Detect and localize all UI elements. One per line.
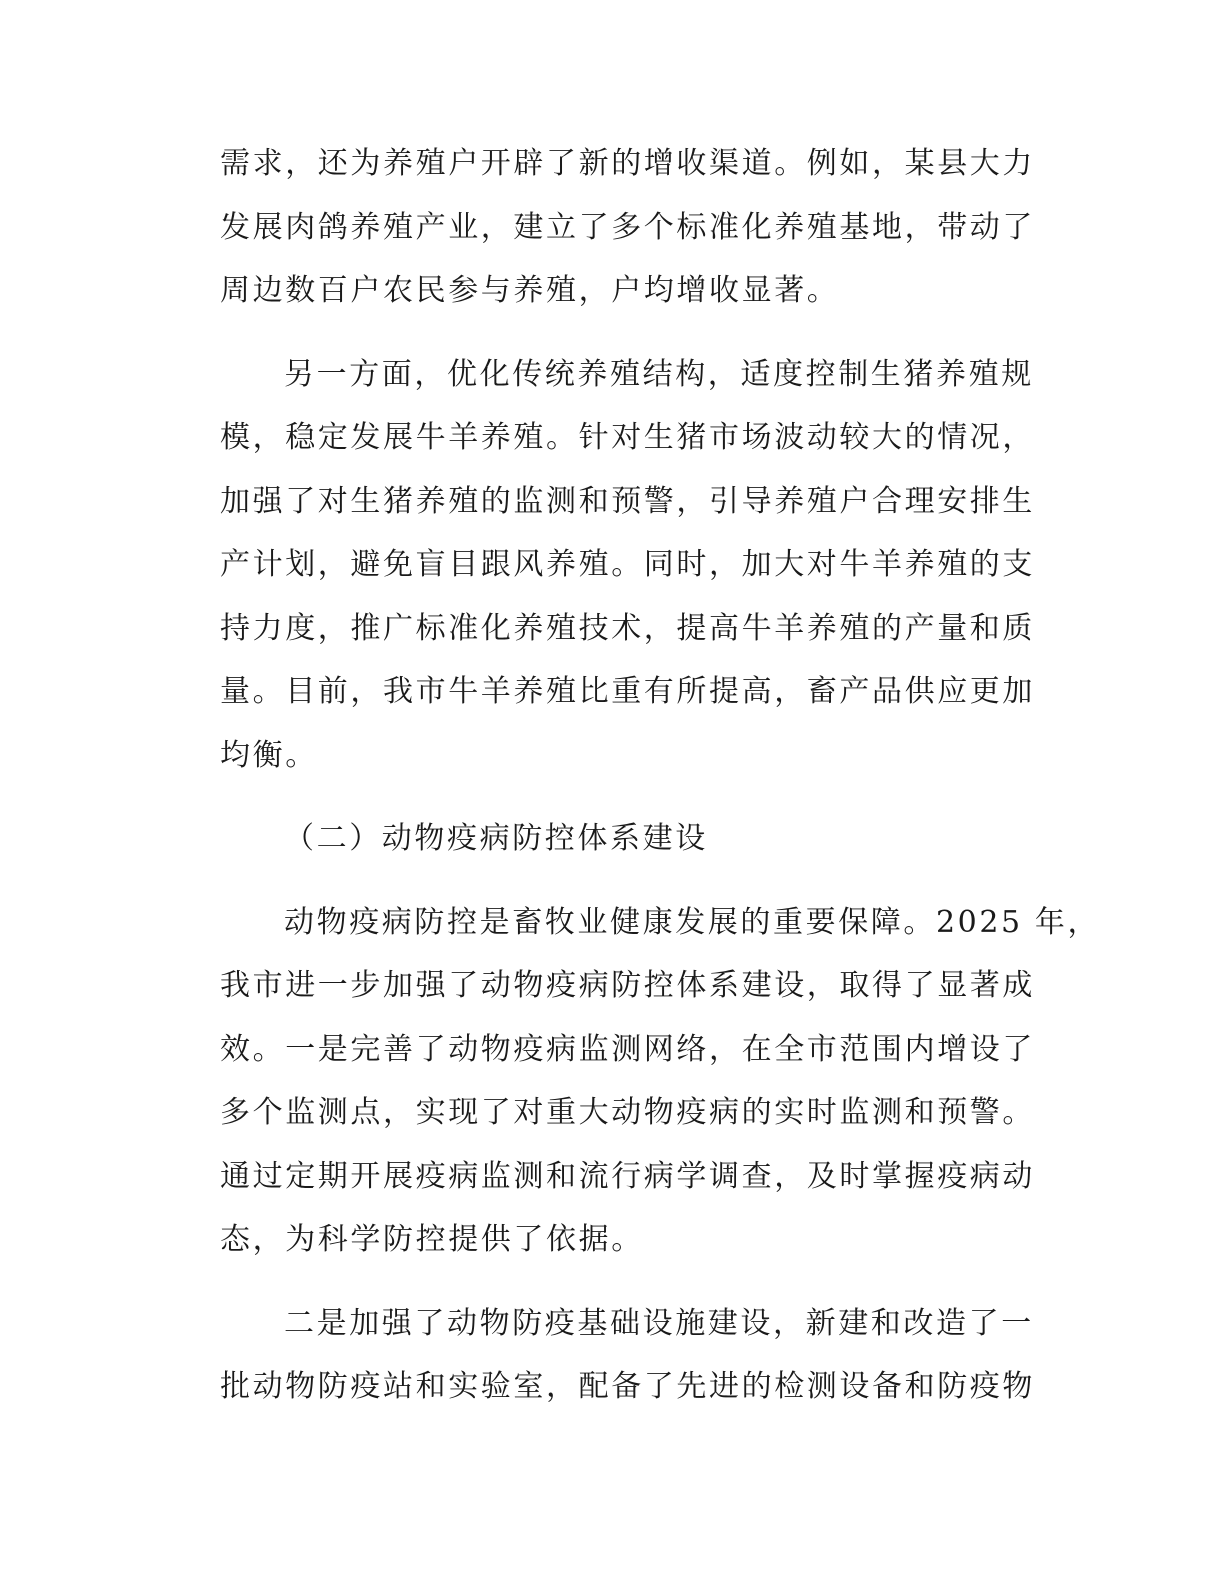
- text-line: 效。一是完善了动物疫病监测网络，在全市范围内增设了: [220, 1031, 1035, 1067]
- document-body: [220, 132, 1101, 1419]
- text-line: 另一方面，优化传统养殖结构，适度控制生猪养殖规: [284, 356, 1034, 392]
- text-line: 我市进一步加强了动物疫病防控体系建设，取得了显著成: [220, 968, 1035, 1003]
- text-line: 动物疫病防控是畜牧业健康发展的重要保障。2025 年，: [284, 904, 1101, 940]
- paragraph-structure-optimization: [220, 343, 1035, 788]
- text-line: 态，为科学防控提供了依据。: [220, 1222, 644, 1257]
- text-line: 多个监测点，实现了对重大动物疫病的实时监测和预警。: [220, 1095, 1035, 1130]
- text-line: 二是加强了动物防疫基础设施建设，新建和改造了一: [284, 1305, 1034, 1341]
- paragraph-infrastructure: [220, 1292, 1035, 1419]
- text-line: 持力度，推广标准化养殖技术，提高牛羊养殖的产量和质: [220, 610, 1035, 646]
- text-line: 批动物防疫站和实验室，配备了先进的检测设备和防疫物: [220, 1369, 1035, 1404]
- text-line: 需求，还为养殖户开辟了新的增收渠道。例如，某县大力: [220, 146, 1035, 181]
- text-line: 模，稳定发展牛羊养殖。针对生猪市场波动较大的情况，: [220, 420, 1035, 455]
- text-line: 通过定期开展疫病监测和流行病学调查，及时掌握疫病动: [220, 1158, 1035, 1194]
- text-line: 周边数百户农民参与养殖，户均增收显著。: [220, 273, 840, 308]
- text-line: 均衡。: [220, 737, 318, 773]
- section-heading: （二）动物疫病防控体系建设: [284, 821, 708, 856]
- paragraph-disease-control: [220, 891, 1101, 1272]
- text-line: 产计划，避免盲目跟风养殖。同时，加大对牛羊养殖的支: [220, 547, 1035, 582]
- text-line: 加强了对生猪养殖的监测和预警，引导养殖户合理安排生: [220, 483, 1035, 519]
- text-line: 量。目前，我市牛羊养殖比重有所提高，畜产品供应更加: [220, 674, 1035, 709]
- paragraph-continuation: [220, 132, 1035, 323]
- text-line: 发展肉鸽养殖产业，建立了多个标准化养殖基地，带动了: [220, 209, 1035, 245]
